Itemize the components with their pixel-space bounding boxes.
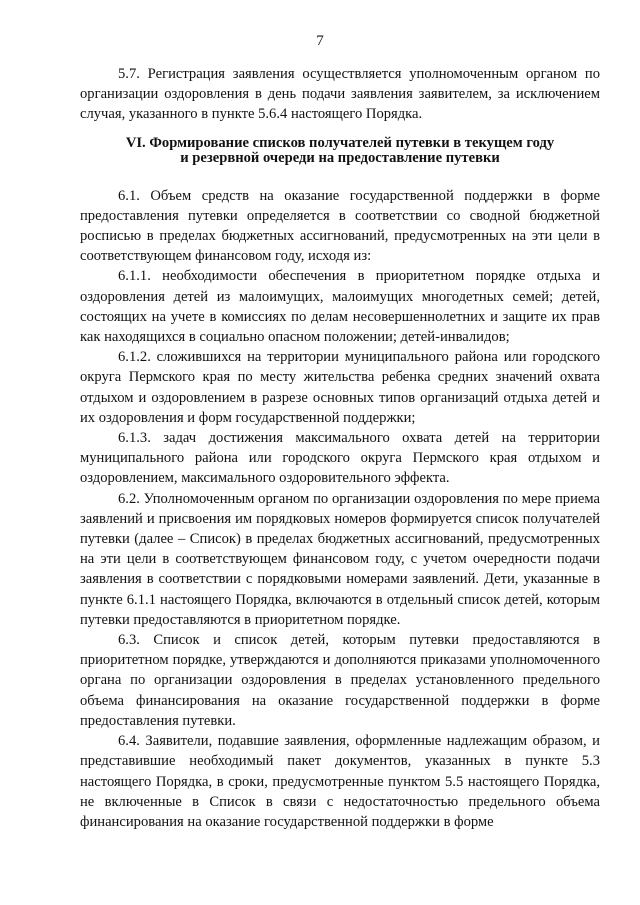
section-title-line-1: VI. Формирование списков получателей путевки в текущем году	[125, 134, 555, 151]
paragraph-6-1-1: 6.1.1. необходимости обеспечения в приоритетном порядке отдыха и оздоровления детей из малоимущих, малоимущих многодетных семей; детей, состоящих на учете в комиссиях по делам несовершеннолетних и защите их прав как находящихся в социально опасном положении; детей-инвалидов;	[80, 268, 600, 346]
paragraph-6-1-2: 6.1.2. сложившихся на территории муниципального района или городского округа Пермского края по месту жительства ребенка средних значений охвата отдыхом и оздоровлением в разрезе основных типов организаций отдыха детей и их оздоровления и форм государственной поддержки;	[80, 349, 600, 426]
paragraph-6-1: 6.1. Объем средств на оказание государственной поддержки в форме предоставления путевки определяется в соответствии со сводной бюджетной росписью в пределах бюджетных ассигнований, предусмотренных на эти цели в соответствующем финансовом году, исходя из:	[80, 187, 600, 265]
paragraph-6-1-3: 6.1.3. задач достижения максимального охвата детей на территории муниципального района или городского округа Пермского края отдыхом и оздоровлением, максимального оздоровительного эффекта.	[80, 430, 600, 487]
paragraph-5-7: 5.7. Регистрация заявления осуществляется уполномоченным органом по организации оздоровления в день подачи заявления заявителем, за исключением случая, указанного в пункте 5.6.4 настоящего Порядка.	[80, 66, 600, 123]
page-number: 7	[316, 33, 324, 49]
document-body	[80, 64, 600, 832]
section-title	[80, 136, 600, 166]
paragraph-6-2: 6.2. Уполномоченным органом по организации оздоровления по мере приема заявлений и присвоения им порядковых номеров формируется список получателей путевки (далее – Список) в пределах бюджетных ассигнований, предусмотренных на эти цели в соответствующем финансовом году, с учетом очередности подачи заявления в соответствии с порядковыми номерами заявлений. Дети, указанные в пункте 6.1.1 настоящего Порядка, включаются в отдельный список детей, которым путевки предоставляются в приоритетном порядке.	[80, 490, 600, 628]
section-title-line-2: и резервной очереди на предоставление путевки	[180, 149, 500, 166]
paragraph-6-3: 6.3. Список и список детей, которым путевки предоставляются в приоритетном порядке, утверждаются и дополняются приказами уполномоченного органа по организации оздоровления в пределах установленного предельного объема финансирования на оказание государственной поддержки в форме предоставления путевки.	[80, 632, 600, 729]
paragraph-6-4: 6.4. Заявители, подавшие заявления, оформленные надлежащим образом, и представившие необходимый пакет документов, указанных в пункте 5.3 настоящего Порядка, в сроки, предусмотренные пунктом 5.5 настоящего Порядка, не включенные в Список в связи с недостаточностью предельного объема финансирования на оказание государственной поддержки в форме	[80, 733, 600, 830]
